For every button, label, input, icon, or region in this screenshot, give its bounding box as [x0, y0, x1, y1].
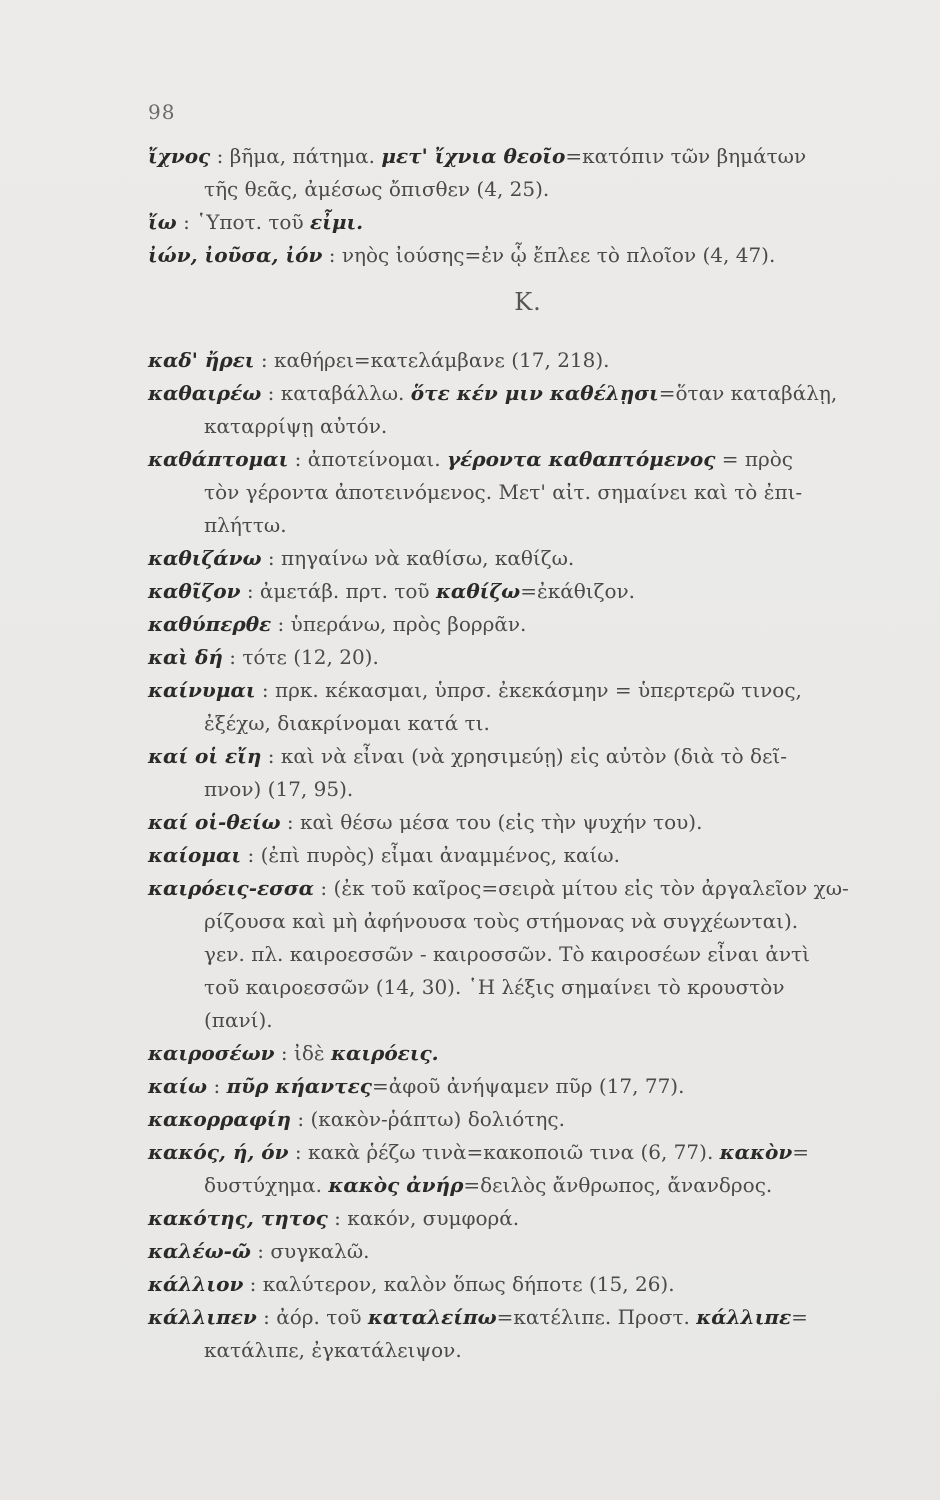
entry-headword: κάλλιον	[148, 1272, 244, 1296]
entry-first-line	[148, 641, 908, 674]
entry-definition: συγκαλῶ.	[270, 1239, 370, 1263]
entry-separator: :	[288, 447, 308, 471]
entry-continuation	[148, 509, 908, 542]
entry-headword: καί οἱ-θείω	[148, 810, 281, 834]
entry-definition: ἀόρ. τοῦ	[276, 1305, 368, 1329]
entry-headword: καὶ δή	[148, 645, 223, 669]
entry-separator: :	[274, 1041, 294, 1065]
entry-separator: :	[207, 1074, 227, 1098]
entry-phrase: ὅτε κέν μιν καθέλῃσι	[410, 381, 659, 405]
entry-headword: καδ' ἤρει	[148, 348, 255, 372]
dictionary-entry	[148, 377, 908, 443]
entry-definition: κακόν, συμφορά.	[347, 1206, 520, 1230]
entry-first-line	[148, 1235, 908, 1268]
entry-gloss-cont: =δειλὸς ἄνθρωπος, ἄνανδρος.	[463, 1173, 773, 1197]
entry-headword: κακότης, τητος	[148, 1206, 328, 1230]
entry-gloss-2: =	[791, 1305, 808, 1329]
entry-first-line	[148, 206, 908, 239]
dictionary-entry	[148, 1136, 908, 1202]
entry-headword: κακορραφίη	[148, 1107, 292, 1131]
dictionary-entry	[148, 443, 908, 542]
dictionary-entry	[148, 344, 908, 377]
entry-headword: καίω	[148, 1074, 208, 1098]
entry-continuation	[148, 1334, 908, 1367]
entry-first-line	[148, 1268, 908, 1301]
page-number: 98	[148, 100, 176, 124]
entry-phrase: πῦρ κήαντες	[226, 1074, 372, 1098]
entry-gloss: = πρὸς	[715, 447, 793, 471]
entry-separator: :	[291, 1107, 311, 1131]
dictionary-entry	[148, 1070, 908, 1103]
entry-separator: :	[256, 1305, 277, 1329]
entry-phrase: μετ' ἴχνια θεοῖο	[381, 144, 566, 168]
entry-separator: :	[327, 1206, 348, 1230]
entry-headword: καθιζάνω	[148, 546, 262, 570]
dictionary-entry	[148, 140, 908, 206]
entry-separator: :	[222, 645, 243, 669]
entry-gloss: =ἐκάθιζον.	[520, 579, 636, 603]
dictionary-entry	[148, 1235, 908, 1268]
entry-continuation	[148, 1004, 908, 1037]
entry-first-line	[148, 1202, 908, 1235]
entry-headword: ἴω	[148, 210, 177, 234]
entry-phrase: καθίζω	[435, 579, 521, 603]
entry-continuation-text: δυστύχημα.	[204, 1173, 329, 1197]
entry-separator: :	[261, 381, 281, 405]
entry-phrase-2: κάλλιπε	[696, 1305, 792, 1329]
entry-gloss: =κατόπιν τῶν βημάτων	[565, 144, 807, 168]
entry-first-line	[148, 344, 908, 377]
entry-gloss: =κατέλιπε. Προστ.	[496, 1305, 697, 1329]
entry-continuation	[148, 773, 908, 806]
entry-headword: καθύπερθε	[148, 612, 272, 636]
entry-first-line	[148, 806, 908, 839]
entry-phrase: κακὸν	[719, 1140, 793, 1164]
entry-first-line	[148, 140, 908, 173]
entry-definition: καὶ θέσω μέσα του (εἰς τὴν ψυχήν του).	[300, 810, 703, 834]
entry-continuation	[148, 971, 908, 1004]
dictionary-entry	[148, 740, 908, 806]
entry-phrase-cont: κακὸς ἀνήρ	[328, 1173, 464, 1197]
entry-headword: καθῖζον	[148, 579, 241, 603]
entry-gloss: =ὅταν καταβάλῃ,	[658, 381, 838, 405]
entry-gloss: =	[792, 1140, 810, 1164]
entry-phrase: γέροντα καθαπτόμενος	[446, 447, 716, 471]
entry-continuation	[148, 938, 908, 971]
entry-separator: :	[250, 1239, 271, 1263]
entry-separator: :	[176, 210, 197, 234]
entry-headword: κακός, ή, όν	[148, 1140, 289, 1164]
entry-definition: καταβάλλω.	[280, 381, 411, 405]
entry-headword: καιροσέων	[148, 1041, 275, 1065]
entry-continuation	[148, 905, 908, 938]
dictionary-entry	[148, 206, 908, 239]
entry-separator: :	[261, 744, 281, 768]
entry-headword: καλέω-ῶ	[148, 1239, 251, 1263]
entry-definition: ἀμετάβ. πρτ. τοῦ	[259, 579, 436, 603]
entry-first-line	[148, 1136, 908, 1169]
entries-main	[148, 344, 908, 1367]
entry-continuation-text: πνον) (17, 95).	[204, 777, 354, 801]
dictionary-entry	[148, 1103, 908, 1136]
entries-top	[148, 140, 908, 272]
entry-headword: καθάπτομαι	[148, 447, 289, 471]
entry-headword: ἰών, ἰοῦσα, ἰόν	[148, 243, 323, 267]
entry-headword: ἴχνος	[148, 144, 211, 168]
entry-definition: πηγαίνω νὰ καθίσω, καθίζω.	[281, 546, 575, 570]
entry-headword: κάλλιπεν	[148, 1305, 257, 1329]
dictionary-column	[148, 140, 908, 1367]
entry-first-line	[148, 542, 908, 575]
entry-continuation-text: καταρρίψῃ αὐτόν.	[204, 414, 388, 438]
entry-first-line	[148, 608, 908, 641]
entry-separator: :	[314, 876, 334, 900]
entry-continuation-text: ρίζουσα καὶ μὴ ἀφήνουσα τοὺς στήμονας νὰ συγχέωνται).	[204, 909, 799, 933]
entry-continuation-text: ἐξέχω, διακρίνομαι κατά τι.	[204, 711, 490, 735]
entry-headword: καί οἱ εἴη	[148, 744, 262, 768]
entry-definition: (κακὸν-ῥάπτω) δολιότης.	[310, 1107, 565, 1131]
dictionary-entry	[148, 839, 908, 872]
entry-first-line	[148, 443, 908, 476]
entry-separator: :	[240, 579, 260, 603]
dictionary-entry	[148, 1202, 908, 1235]
entry-separator: :	[210, 144, 230, 168]
entry-first-line	[148, 839, 908, 872]
entry-phrase: καταλείπω	[367, 1305, 497, 1329]
dictionary-entry	[148, 674, 908, 740]
entry-definition: πρκ. κέκασμαι, ὑπρσ. ἐκεκάσμην = ὑπερτερῶ τινος,	[274, 678, 802, 702]
entry-separator: :	[261, 546, 282, 570]
entry-continuation	[148, 173, 908, 206]
entry-separator: :	[280, 810, 301, 834]
entry-definition: καὶ νὰ εἶναι (νὰ χρησιμεύῃ) εἰς αὐτὸν (διὰ τὸ δεῖ-	[280, 744, 788, 768]
entry-continuation-text: τὸν γέροντα ἀποτεινόμενος. Μετ' αἰτ. σημαίνει καὶ τὸ ἐπι-	[204, 480, 803, 504]
entry-gloss: =ἀφοῦ ἀνήψαμεν πῦρ (17, 77).	[371, 1074, 685, 1098]
dictionary-entry	[148, 542, 908, 575]
dictionary-entry	[148, 872, 908, 1037]
dictionary-entry	[148, 1301, 908, 1367]
dictionary-entry	[148, 1268, 908, 1301]
entry-continuation	[148, 410, 908, 443]
entry-definition: (ἐπὶ πυρὸς) εἶμαι ἀναμμένος, καίω.	[260, 843, 620, 867]
entry-continuation	[148, 707, 908, 740]
entry-first-line	[148, 740, 908, 773]
entry-first-line	[148, 575, 908, 608]
entry-headword: καθαιρέω	[148, 381, 262, 405]
dictionary-entry	[148, 1037, 908, 1070]
entry-continuation-text: τοῦ καιροεσσῶν (14, 30). ῾Η λέξις σημαίνει τὸ κρουστὸν	[204, 975, 785, 999]
entry-continuation-text: τῆς θεᾶς, ἀμέσως ὄπισθεν (4, 25).	[204, 177, 550, 201]
entry-separator: :	[241, 843, 261, 867]
entry-first-line	[148, 674, 908, 707]
entry-definition: ἀποτείνομαι.	[307, 447, 447, 471]
dictionary-entry	[148, 806, 908, 839]
entry-continuation-text: κατάλιπε, ἐγκατάλειψον.	[204, 1338, 462, 1362]
entry-continuation-text: γεν. πλ. καιροεσσῶν - καιροσσῶν. Τὸ καιροσέων εἶναι ἀντὶ	[204, 942, 810, 966]
entry-definition: τότε (12, 20).	[242, 645, 379, 669]
entry-definition: ἰδὲ	[293, 1041, 331, 1065]
entry-continuation-text: (πανί).	[204, 1008, 273, 1032]
entry-continuation	[148, 476, 908, 509]
entry-first-line	[148, 239, 908, 272]
entry-separator: :	[288, 1140, 308, 1164]
entry-first-line	[148, 377, 908, 410]
entry-headword: καίνυμαι	[148, 678, 256, 702]
entry-first-line	[148, 1070, 908, 1103]
entry-definition: νηὸς ἰούσης=ἐν ᾧ ἔπλεε τὸ πλοῖον (4, 47).	[341, 243, 776, 267]
entry-headword: καιρόεις-εσσα	[148, 876, 315, 900]
entry-separator: :	[243, 1272, 263, 1296]
dictionary-entry	[148, 239, 908, 272]
entry-definition: (ἐκ τοῦ καῖρος=σειρὰ μίτου εἰς τὸν ἀργαλεῖον χω-	[333, 876, 849, 900]
entry-definition: καθήρει=κατελάμβανε (17, 218).	[273, 348, 610, 372]
section-letter: K.	[514, 288, 542, 316]
entry-continuation	[148, 1169, 908, 1202]
dictionary-entry	[148, 641, 908, 674]
entry-phrase: καιρόεις.	[330, 1041, 439, 1065]
entry-definition: καλύτερον, καλὸν ὅπως δήποτε (15, 26).	[262, 1272, 675, 1296]
entry-first-line	[148, 1037, 908, 1070]
entry-phrase: εἶμι.	[309, 210, 364, 234]
entry-first-line	[148, 1301, 908, 1334]
entry-separator: :	[322, 243, 342, 267]
entry-separator: :	[254, 348, 274, 372]
entry-definition: βῆμα, πάτημα.	[229, 144, 382, 168]
dictionary-entry	[148, 608, 908, 641]
entry-first-line	[148, 872, 908, 905]
dictionary-entry	[148, 575, 908, 608]
entry-definition: ὑπεράνω, πρὸς βορρᾶν.	[290, 612, 527, 636]
entry-separator: :	[255, 678, 275, 702]
entry-definition: κακὰ ῥέζω τινὰ=κακοποιῶ τινα (6, 77).	[307, 1140, 720, 1164]
entry-first-line	[148, 1103, 908, 1136]
entry-separator: :	[271, 612, 291, 636]
entry-definition: ῾Υποτ. τοῦ	[196, 210, 310, 234]
entry-headword: καίομαι	[148, 843, 242, 867]
entry-continuation-text: πλήττω.	[204, 513, 287, 537]
